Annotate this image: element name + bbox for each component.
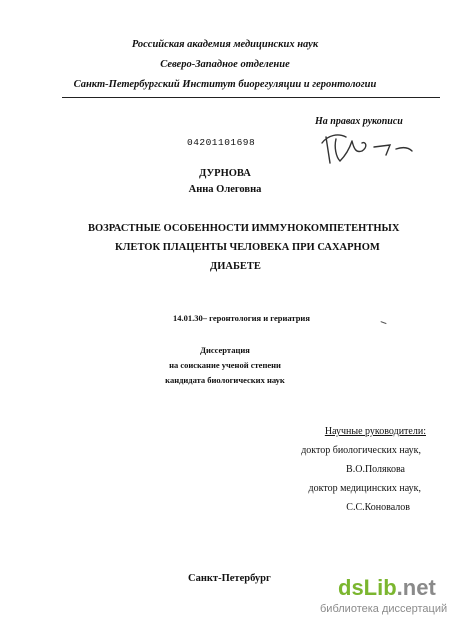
pen-mark: [379, 321, 386, 327]
specialty: 14.01.30– геронтология и гериатрия: [173, 313, 310, 323]
supervisor-1-name: В.О.Полякова: [346, 464, 405, 475]
watermark-logo: [338, 576, 436, 600]
supervisor-2-name: С.С.Коновалов: [346, 502, 410, 513]
dissertation-type: Диссертация: [200, 345, 250, 355]
watermark-subtitle: библиотека диссертаций: [320, 603, 448, 615]
institution-name: Санкт-Петербургский Институт биорегуляции и геронтологии: [73, 79, 377, 90]
supervisor-1-degree: доктор биологических наук,: [301, 445, 421, 456]
document-code: 04201101698: [187, 137, 256, 148]
supervisor-2-degree: доктор медицинских наук,: [308, 483, 421, 494]
dissertation-degree: кандидата биологических наук: [165, 375, 285, 385]
header-rule: [62, 97, 440, 98]
dissertation-purpose: на соискание ученой степени: [169, 360, 281, 370]
author-name: Анна Олеговна: [188, 184, 262, 195]
supervisors-heading: Научные руководители:: [324, 426, 426, 437]
watermark-brand-right: .net: [396, 575, 436, 600]
thesis-title-line-2: КЛЕТОК ПЛАЦЕНТЫ ЧЕЛОВЕКА ПРИ САХАРНОМ: [115, 242, 380, 253]
institution-academy: Российская академия медицинских наук: [131, 39, 319, 50]
thesis-title-line-1: ВОЗРАСТНЫЕ ОСОБЕННОСТИ ИММУНОКОМПЕТЕНТНЫХ: [88, 223, 400, 234]
author-surname: ДУРНОВА: [199, 168, 251, 179]
city: Санкт-Петербург: [188, 573, 271, 584]
manuscript-rights: На правах рукописи: [315, 116, 403, 127]
watermark-brand-left: dsLib: [338, 575, 397, 600]
thesis-title-line-3: ДИАБЕТЕ: [210, 261, 261, 272]
institution-branch: Северо-Западное отделение: [160, 59, 290, 70]
signature-handwritten: [316, 125, 416, 167]
